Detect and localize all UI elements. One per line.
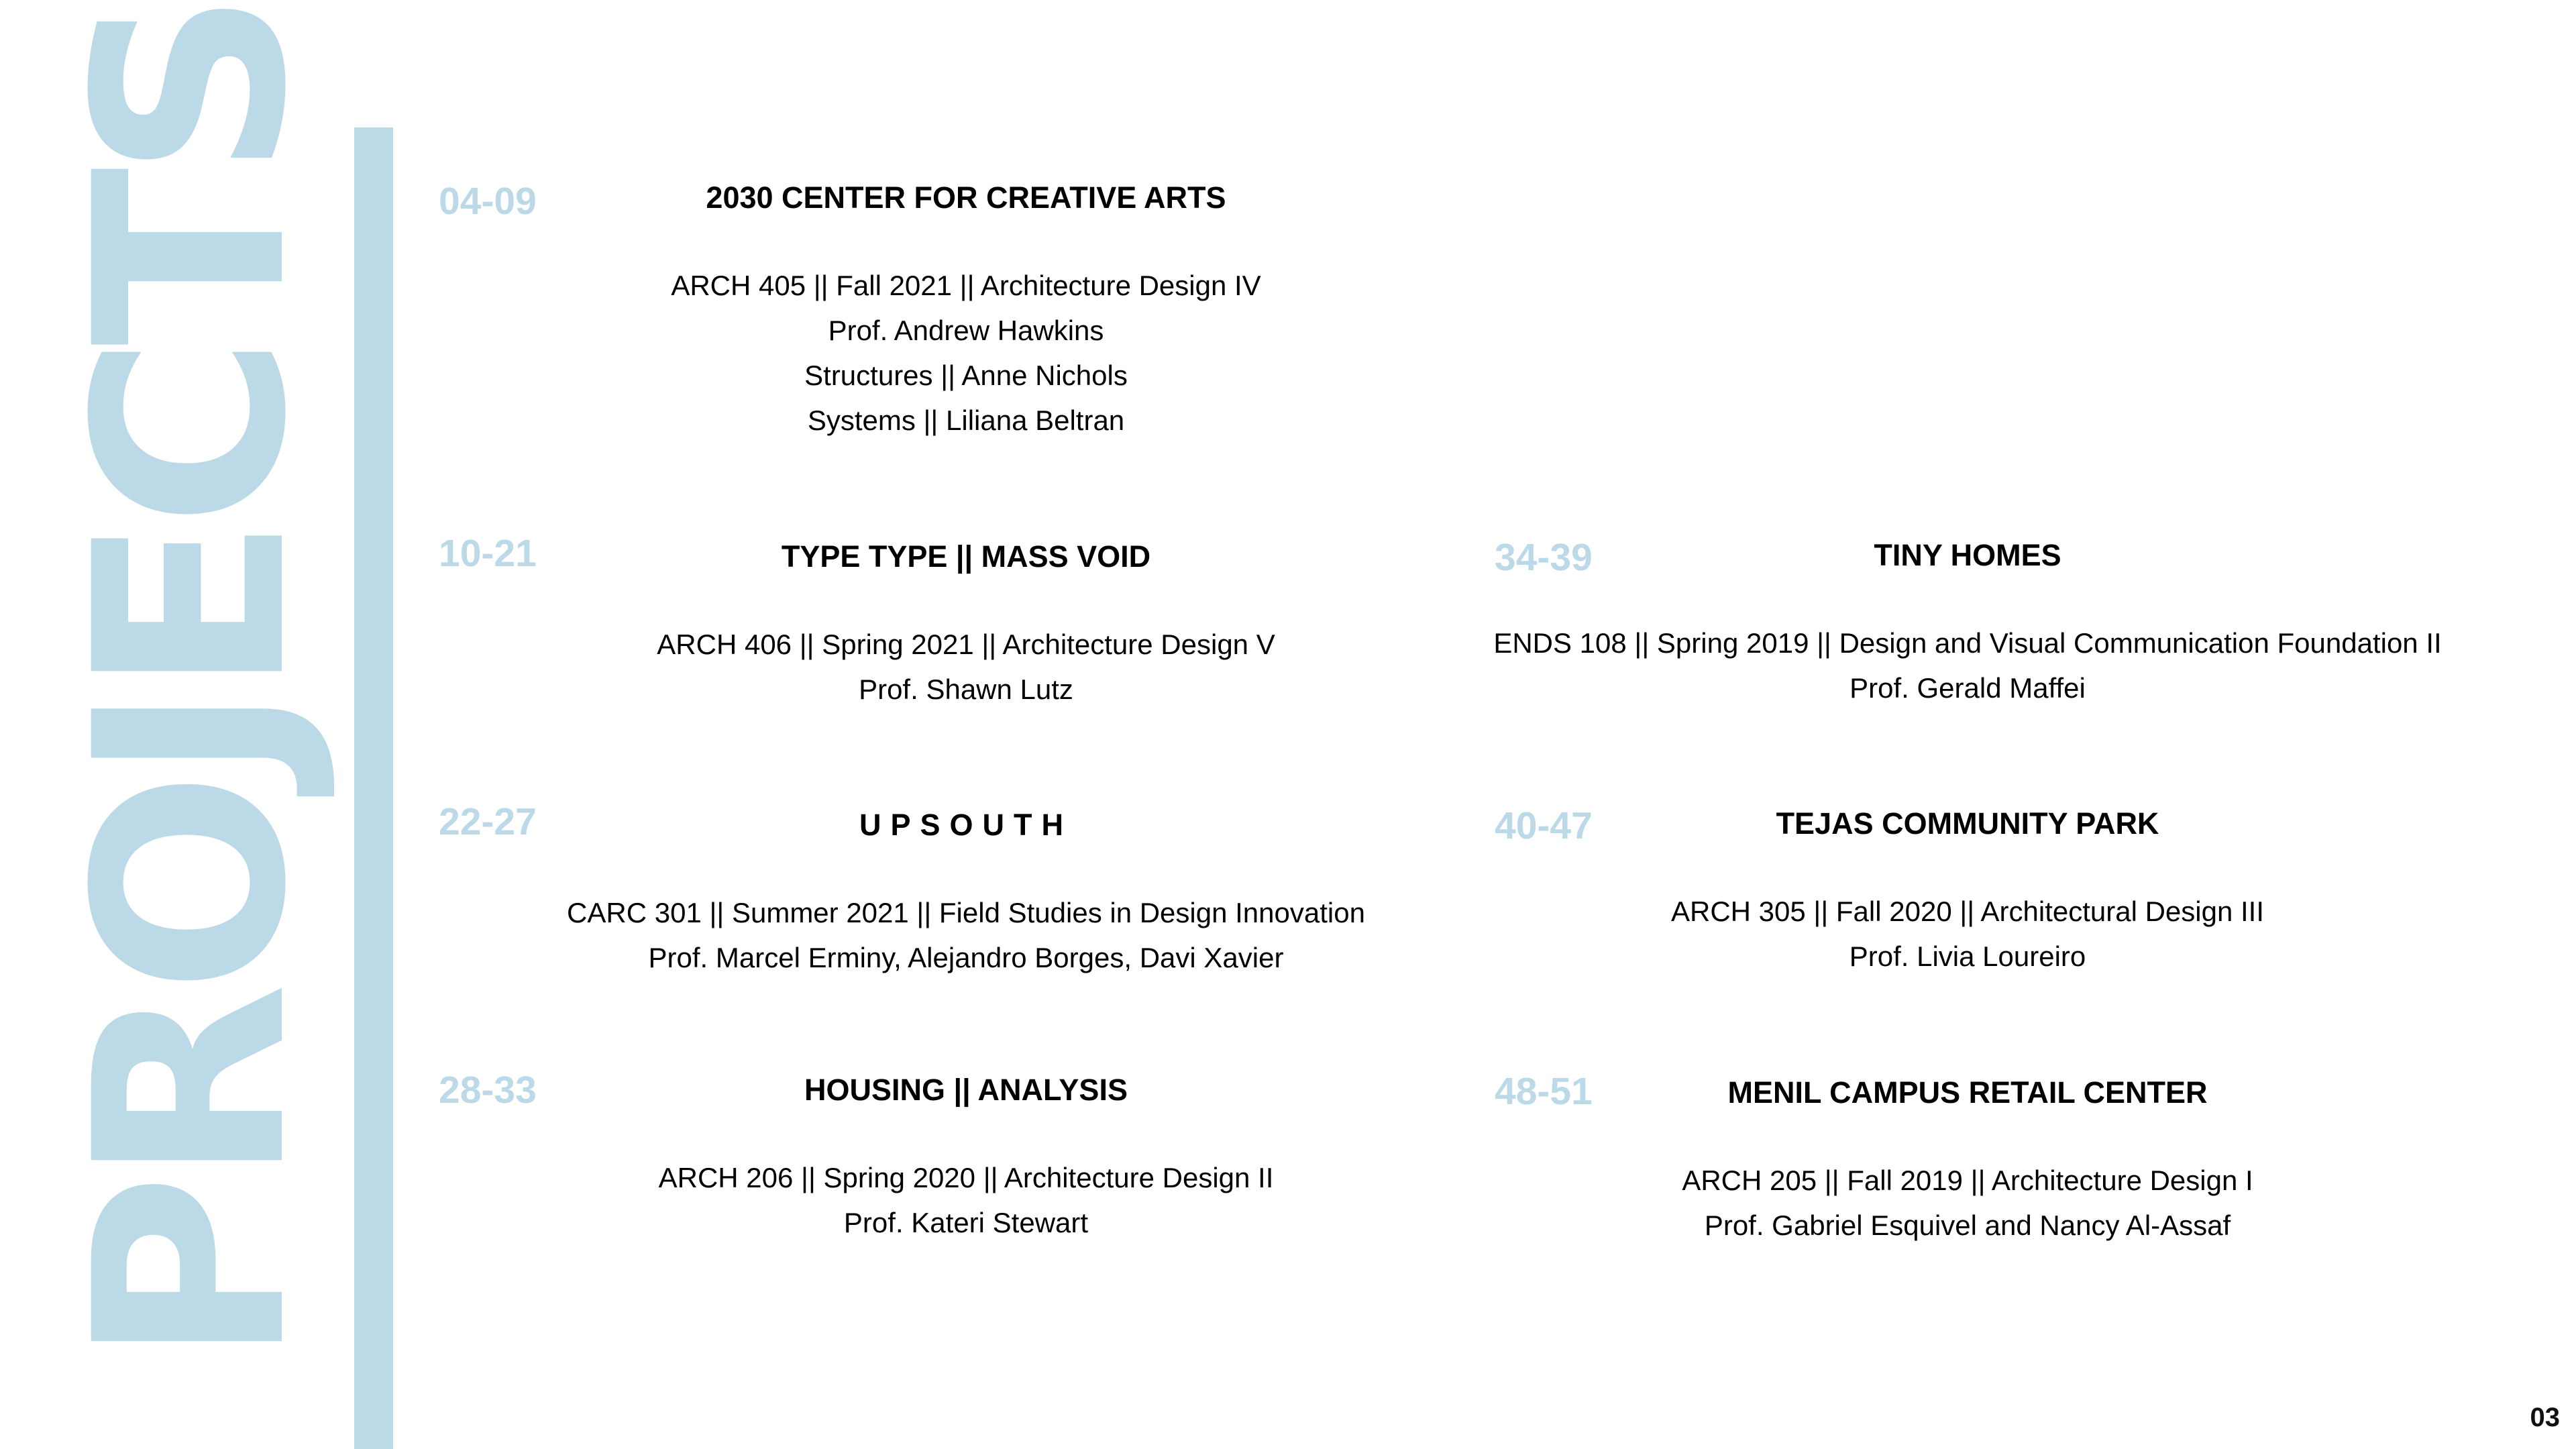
detail-line: Prof. Gerald Maffei	[1849, 672, 2086, 704]
detail-line: ARCH 406 || Spring 2021 || Architecture Design V	[657, 629, 1275, 660]
detail-line: Prof. Andrew Hawkins	[828, 315, 1104, 346]
page-range: 34-39	[1495, 536, 1593, 579]
project-title: 2030 CENTER FOR CREATIVE ARTS	[706, 180, 1226, 215]
project-details	[463, 890, 1469, 980]
detail-line: Systems || Liliana Beltran	[807, 405, 1125, 436]
page-range: 48-51	[1495, 1070, 1593, 1113]
project-details	[1464, 1158, 2471, 1248]
detail-line: ARCH 206 || Spring 2020 || Architecture Design II	[658, 1162, 1274, 1193]
project-details	[463, 622, 1469, 712]
detail-line: Prof. Shawn Lutz	[859, 674, 1073, 705]
detail-line: Structures || Anne Nichols	[804, 360, 1128, 391]
detail-line: Prof. Livia Loureiro	[1849, 941, 2086, 972]
project-title: HOUSING || ANALYSIS	[804, 1073, 1128, 1107]
project-title: TINY HOMES	[1874, 538, 2061, 572]
page-range: 28-33	[439, 1069, 537, 1112]
page-range: 10-21	[439, 532, 537, 575]
project-title: TEJAS COMMUNITY PARK	[1776, 806, 2159, 841]
project-title: TYPE TYPE || MASS VOID	[781, 539, 1151, 574]
project-details	[1464, 889, 2471, 979]
section-title: PROJECTS	[39, 0, 343, 1365]
detail-line: CARC 301 || Summer 2021 || Field Studies in Design Innovation	[567, 897, 1365, 928]
detail-line: ARCH 305 || Fall 2020 || Architectural Design III	[1670, 896, 2265, 927]
page-number: 03	[2530, 1403, 2560, 1432]
page-range: 40-47	[1495, 804, 1593, 847]
detail-line: ENDS 108 || Spring 2019 || Design and Visual Communication Foundation II	[1493, 627, 2442, 659]
detail-line: Prof. Marcel Erminy, Alejandro Borges, Davi Xavier	[648, 942, 1284, 973]
vertical-accent-bar	[354, 127, 393, 1449]
page-range: 04-09	[439, 180, 537, 223]
project-title: MENIL CAMPUS RETAIL CENTER	[1727, 1075, 2208, 1110]
page-range: 22-27	[439, 800, 537, 843]
detail-line: Prof. Kateri Stewart	[843, 1207, 1089, 1238]
project-details	[1464, 621, 2471, 710]
detail-line: ARCH 405 || Fall 2021 || Architecture Design IV	[671, 270, 1261, 301]
detail-line: ARCH 205 || Fall 2019 || Architecture Design I	[1682, 1165, 2253, 1196]
project-details	[463, 263, 1469, 443]
detail-line: Prof. Gabriel Esquivel and Nancy Al-Assaf	[1704, 1210, 2231, 1241]
project-title: UPSOUTH	[859, 808, 1073, 842]
project-details	[463, 1155, 1469, 1245]
